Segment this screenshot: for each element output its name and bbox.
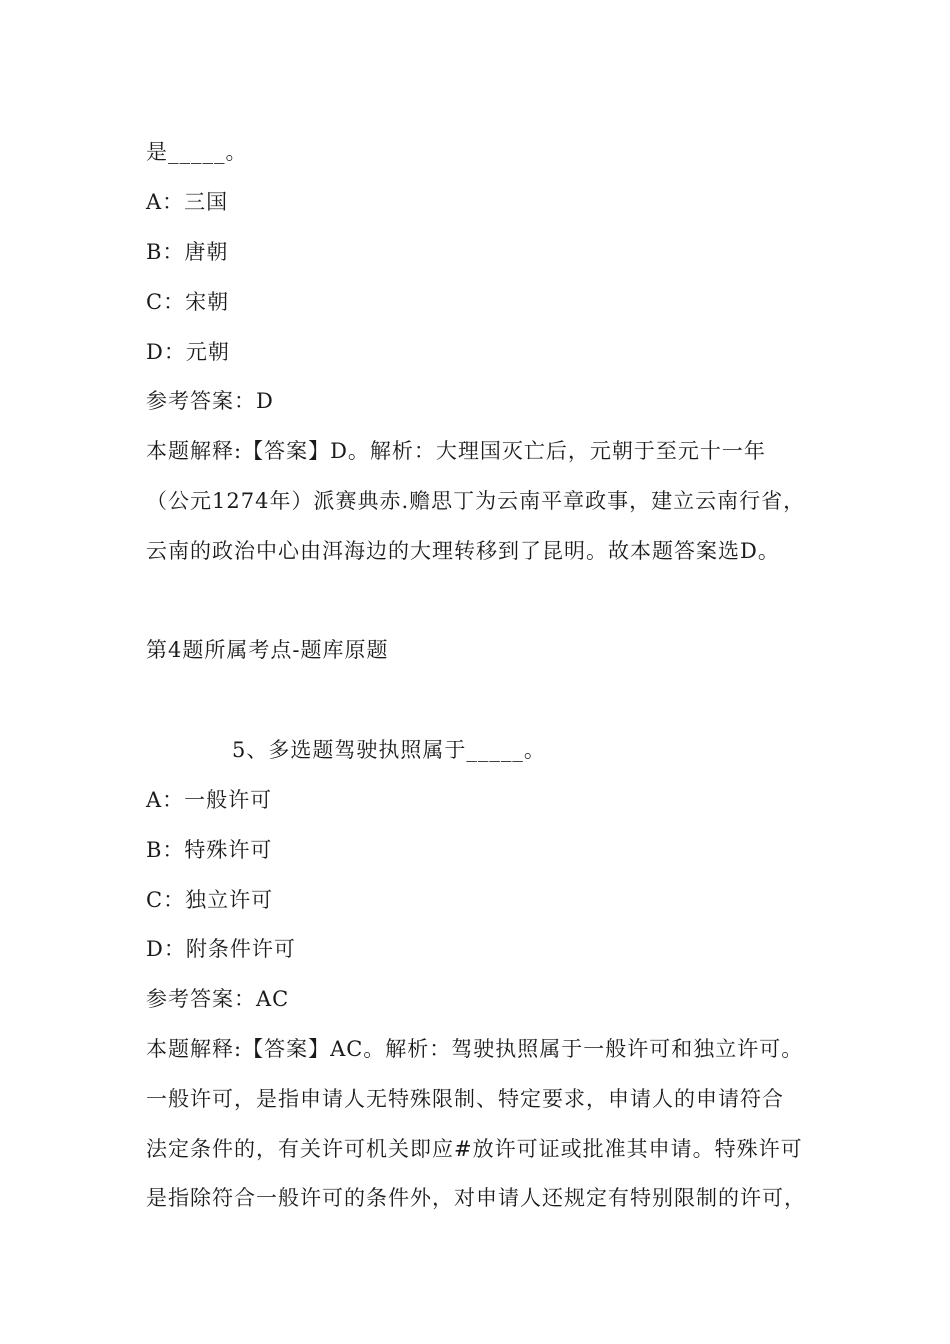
q5-option-a: A：一般许可 xyxy=(146,788,273,812)
q5-explanation-line: 本题解释:【答案】AC。解析：驾驶执照属于一般许可和独立许可。 xyxy=(146,1037,804,1061)
q5-option-d: D：附条件许可 xyxy=(146,937,296,961)
q5-explanation-line: 法定条件的，有关许可机关即应#放许可证或批准其申请。特殊许可 xyxy=(146,1137,803,1161)
q4-option-b: B：唐朝 xyxy=(146,240,229,264)
q4-explanation-line: 云南的政治中心由洱海边的大理转移到了昆明。故本题答案选D。 xyxy=(146,539,780,563)
q4-explanation-line: 本题解释:【答案】D。解析：大理国灭亡后，元朝于至元十一年 xyxy=(146,439,766,463)
q4-option-a: A：三国 xyxy=(146,190,229,214)
q4-answer: 参考答案：D xyxy=(146,389,274,413)
q5-option-c: C：独立许可 xyxy=(146,888,274,912)
q4-option-c: C：宋朝 xyxy=(146,290,230,314)
q4-stem-tail: 是_____。 xyxy=(146,140,248,164)
q4-explanation-line: （公元1274年）派赛典赤.赡思丁为云南平章政事，建立云南行省， xyxy=(146,489,806,513)
q4-topic: 第4题所属考点-题库原题 xyxy=(146,638,389,662)
q4-option-d: D：元朝 xyxy=(146,340,230,364)
q5-explanation-line: 是指除符合一般许可的条件外，对申请人还规定有特别限制的许可， xyxy=(146,1186,806,1210)
q5-stem: 5、多选题驾驶执照属于_____。 xyxy=(232,738,546,762)
q5-answer: 参考答案：AC xyxy=(146,987,290,1011)
q5-explanation-line: 一般许可，是指申请人无特殊限制、特定要求，申请人的申请符合 xyxy=(146,1087,784,1111)
q5-option-b: B：特殊许可 xyxy=(146,838,273,862)
